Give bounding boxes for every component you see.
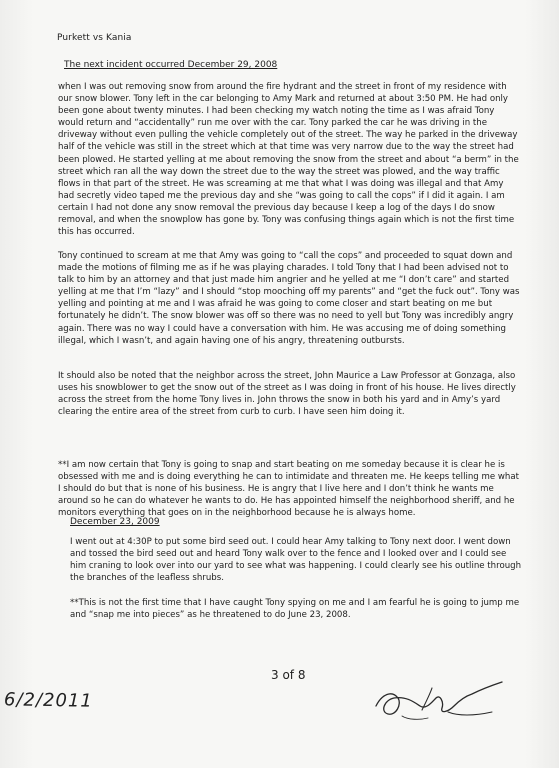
paragraph-1: when I was out removing snow from around the fire hydrant and the street in front of my residence with our snow blower. Tony left in the car belonging to Amy Mark and returned at about 3:50 PM. He had only been gone about twenty minutes. I had been checking my watch noting the time as I was afraid Tony would return and “accidentally” run me over with the car. Tony parked the car he was driving in the driveway without even pulling the vehicle completely out of the street. The way he parked in the driveway half of the vehicle was still in the street which at that time was very narrow due to the way the street had been plowed. He started yelling at me about removing the snow from the street and about “a berm” in the street which ran all the way down the street due to the way the street was plowed, and the way traffic flows in that part of the street. He was screaming at me that what I was doing was illegal and that Amy had secretly video taped me the previous day and she “was going to call the cops” if I did it again. I am certain I had not done any snow removal the previous day because I keep a log of the days I do snow removal, and when the snowplow has gone by. Tony was confusing things again which is not the first time this has occurred. xyxy=(58,82,519,238)
paragraph-4: **I am now certain that Tony is going to snap and start beating on me someday because it is clear he is obsessed with me and is doing everything he can to intimidate and threaten me. He keeps telling me what I should do but that is none of his business. He is angry that I live here and I don’t think he wants me around so he can do whatever he wants to do. He has appointed himself the neighborhood sheriff, and he monitors everything that goes on in the neighborhood because he is always home. xyxy=(58,460,519,519)
section-heading-december-29-2008: The next incident occurred December 29, 2008 xyxy=(64,60,278,70)
section-heading-december-23-2009: December 23, 2009 xyxy=(70,517,160,527)
page-number: 3 of 8 xyxy=(271,668,306,682)
paragraph-2: Tony continued to scream at me that Amy was going to “call the cops” and proceeded to squat down and made the motions of filming me as if he was playing charades. I told Tony that I had been advised not to talk to him by an attorney and that just made him angrier and he yelled at me “I don’t care” and started yelling at me that I’m “lazy” and I should “stop mooching off my parents” and “get the fuck out”. Tony was yelling and pointing at me and I was afraid he was going to come closer and start beating on me but fortunately he didn’t. The snow blower was off so there was no need to yell but Tony was incredibly angry again. There was no way I could have a conversation with him. He was accusing me of doing something illegal, which I wasn’t, and again having one of his angry, threatening outbursts. xyxy=(58,251,520,346)
paragraph-3: It should also be noted that the neighbor across the street, John Maurice a Law Professor at Gonzaga, also uses his snowblower to get the snow out of the street as I was doing in front of his house. He lives directly across the street from the home Tony lives in. John throws the snow in both his yard and in Amy’s yard clearing the entire area of the street from curb to curb. I have seen him doing it. xyxy=(58,371,516,418)
handwritten-signature xyxy=(362,676,512,728)
paragraph-6: **This is not the first time that I have caught Tony spying on me and I am fearful he is going to jump me and “snap me into pieces” as he threatened to do June 23, 2008. xyxy=(70,598,520,621)
paragraph-5: I went out at 4:30P to put some bird seed out. I could hear Amy talking to Tony next door. I went down and tossed the bird seed out and heard Tony walk over to the fence and I looked over and I could see him craning to look over into our yard to see what was happening. I could clearly see his outline through the branches of the leafless shrubs. xyxy=(70,537,522,584)
handwritten-date: 6/2/2011 xyxy=(3,689,94,712)
case-title: Purkett vs Kania xyxy=(57,33,132,43)
